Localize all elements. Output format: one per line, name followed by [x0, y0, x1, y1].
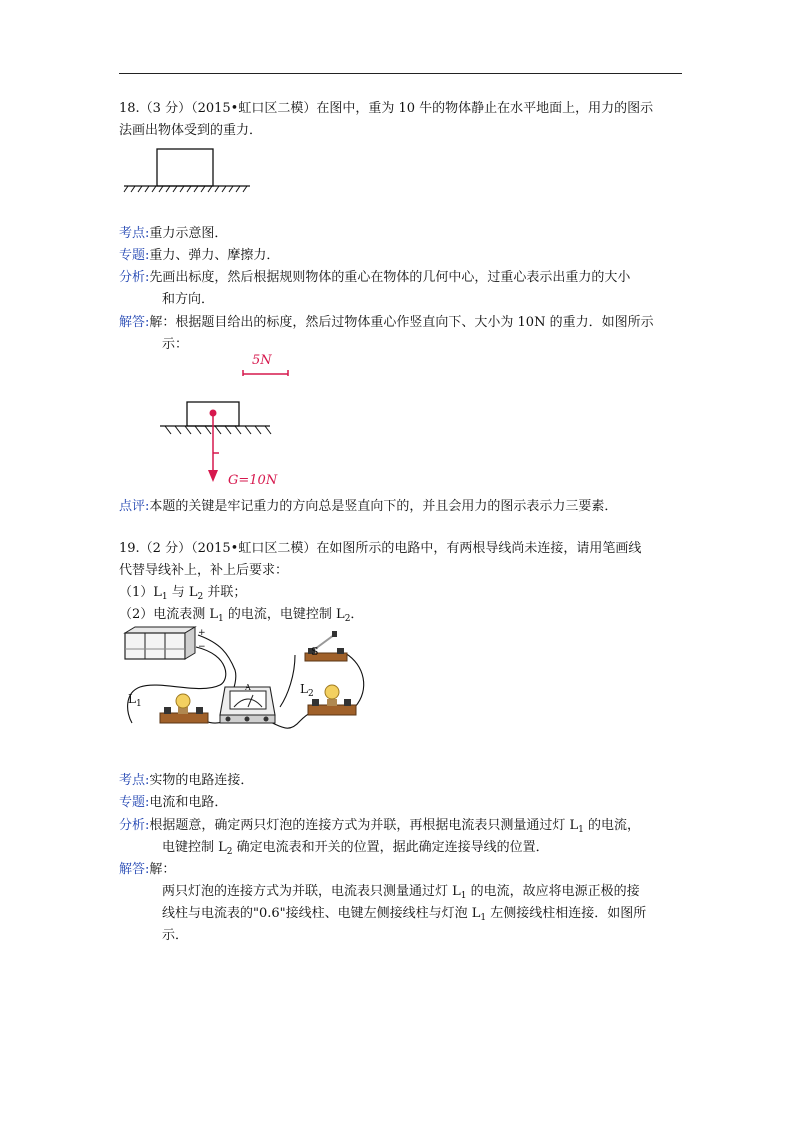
text-q19-fenxi-l1-sub: 1 [578, 825, 584, 835]
text-q19-jieda-l1-sub: 1 [460, 891, 467, 901]
q18-fenxi-line1: 先画出标度，然后根据规则物体的重心在物体的几何中心，过重心表示出重力的大小 [149, 270, 631, 285]
q18-zhuanti-text: 重力、弹力、摩擦力． [149, 248, 280, 263]
text-q19-jieda-l2-a: 线柱与电流表的"0.6"接线柱、电键左侧接线柱与灯泡 L [162, 906, 481, 921]
q19-jieda-line3: 示． [162, 928, 189, 943]
text-q19-jieda-l2-sub: 1 [480, 913, 487, 923]
q19-jieda-label: 解答: [119, 862, 150, 877]
text-q19-fenxi-l2-b: 确定电流表和开关的位置，据此确定连接导线的位置． [232, 840, 549, 855]
q19-kaodian-label: 考点: [119, 773, 150, 788]
text-q19-req2-sub1: 1 [218, 614, 224, 624]
q18-fenxi-label: 分析: [119, 270, 150, 285]
q18-jieda-line1: 解：根据题目给出的标度，然后过物体重心作竖直向下、大小为 10N 的重力．如图所示 [149, 315, 654, 330]
fig-label-l1 [128, 690, 142, 708]
q19-kaodian-text: 实物的电路连接． [149, 773, 254, 788]
text-q19-req1-b: 与 L [167, 585, 198, 600]
top-rule [119, 73, 682, 74]
fig-label-s: S [311, 645, 319, 658]
fig-label-l2 [300, 680, 314, 698]
q18-stem-line1: 18.（3 分）（2015•虹口区二模）在图中，重为 10 牛的物体静止在水平地面上，用力的图示 [119, 101, 654, 116]
text-q19-fig-L2: L [300, 682, 308, 696]
q19-stem-line2: 代替导线补上，补上后要求： [119, 563, 289, 578]
text-q19-fenxi-l2-a: 电键控制 L [162, 840, 227, 855]
q18-dianping-text: 本题的关键是牢记重力的方向总是竖直向下的，并且会用力的图示表示力三要素． [149, 499, 618, 514]
q19-jieda-line2 [162, 905, 646, 923]
q19-stem-line1: 19.（2 分）（2015•虹口区二模）在如图所示的电路中，有两根导线尚未连接，请用笔画线 [119, 541, 642, 556]
text-q19-fenxi-l1-b: 的电流， [583, 818, 641, 833]
q18-answer-figure [150, 350, 310, 490]
q19-jieda-line0: 解： [149, 862, 176, 877]
q18-question-figure [120, 146, 255, 194]
text-q19-jieda-l1-b: 的电流，故应将电源正极的接 [466, 884, 640, 899]
q19-fenxi-line1 [119, 817, 640, 835]
text-q19-fig-L2-sub: 2 [307, 689, 314, 699]
q19-requirement-1 [119, 584, 246, 602]
lamp-l1-icon [160, 694, 208, 723]
q18-force-label: G=10N [228, 473, 278, 488]
text-q19-req2-sub2: 2 [344, 614, 351, 624]
q18-stem-line2: 法画出物体受到的重力． [119, 123, 263, 138]
q18-jieda-label: 解答: [119, 315, 150, 330]
svg-text:−: − [198, 642, 206, 652]
text-q19-req2-b: 的电流，电键控制 L [223, 607, 345, 622]
q19-zhuanti-text: 电流和电路． [149, 795, 228, 810]
text-q19-fig-L1: L [128, 692, 136, 706]
q18-kaodian-text: 重力示意图． [149, 226, 228, 241]
text-q19-fenxi-l2-sub: 2 [226, 847, 233, 857]
text-q19-fenxi-label: 分析: [119, 818, 150, 833]
text-q19-fenxi-l1-a: 根据题意，确定两只灯泡的连接方式为并联，再根据电流表只测量通过灯 L [149, 818, 579, 833]
text-q19-req1-c: 并联； [203, 585, 247, 600]
text-q19-fig-L1-sub: 1 [135, 699, 142, 709]
text-q19-req1-sub2: 2 [197, 592, 204, 602]
q18-scale-label: 5N [252, 353, 272, 368]
text-q19-jieda-l2-b: 左侧接线柱相连接．如图所 [486, 906, 647, 921]
q18-dianping-label: 点评: [119, 499, 150, 514]
fig-label-a: A [245, 683, 251, 692]
text-q19-jieda-l1-a: 两只灯泡的连接方式为并联，电流表只测量通过灯 L [162, 884, 461, 899]
q19-zhuanti-label: 专题: [119, 795, 150, 810]
q19-requirement-2 [119, 606, 363, 624]
q19-jieda-line1 [162, 883, 640, 901]
q18-zhuanti-label: 专题: [119, 248, 150, 263]
q18-jieda-line2: 示： [162, 337, 189, 352]
q18-fenxi-line2: 和方向． [162, 292, 215, 307]
q18-kaodian-label: 考点: [119, 226, 150, 241]
text-q19-req1-a: （1）L [119, 585, 162, 600]
svg-text:+: + [198, 628, 206, 638]
text-q19-req2-c: ． [350, 607, 364, 622]
q19-circuit-figure [120, 625, 385, 750]
lamp-l2-icon [308, 685, 356, 715]
battery-icon [125, 627, 206, 659]
text-q19-req1-sub1: 1 [161, 592, 168, 602]
q19-fenxi-line2 [162, 839, 549, 857]
text-q19-req2-a: （2）电流表测 L [119, 607, 219, 622]
